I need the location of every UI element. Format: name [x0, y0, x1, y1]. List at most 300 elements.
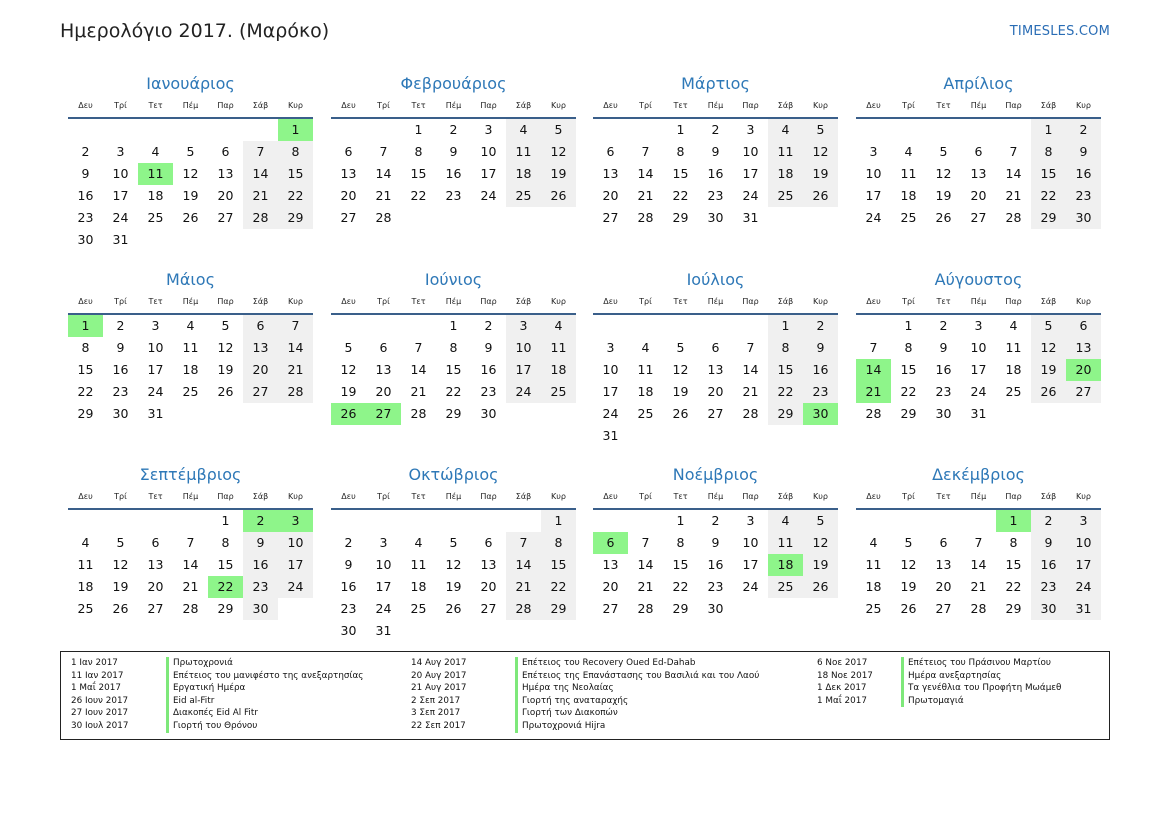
- day-cell: 27: [243, 381, 278, 403]
- day-cell: 22: [900, 384, 917, 399]
- day-cell: 31: [742, 210, 759, 225]
- day-cell: 28: [278, 381, 313, 403]
- day-cell: 8: [904, 340, 913, 355]
- day-cell: 18: [768, 554, 803, 576]
- month-block: [593, 269, 838, 447]
- week-row: [331, 207, 576, 229]
- weekday-label: Τρί: [377, 101, 390, 110]
- empty-day-cell: [436, 620, 471, 642]
- day-cell: 29: [672, 210, 689, 225]
- weekday-label: Πέμ: [182, 101, 199, 110]
- week-row: [68, 185, 313, 207]
- week-row: [68, 141, 313, 163]
- day-cell: 28: [182, 601, 199, 616]
- empty-day-cell: [891, 119, 926, 141]
- day-cell: 6: [221, 144, 230, 159]
- day-cell: 22: [1031, 185, 1066, 207]
- legend-column: [71, 657, 363, 733]
- day-cell: 19: [803, 554, 838, 576]
- empty-day-cell: [593, 510, 628, 532]
- day-cell: 29: [278, 207, 313, 229]
- holiday-name: Επέτειος του μανιφέστο της ανεξαρτησίας: [166, 670, 363, 683]
- empty-day-cell: [278, 403, 313, 425]
- weekday-label: Σάβ: [252, 492, 269, 501]
- empty-day-cell: [541, 403, 576, 425]
- day-cell: 23: [243, 576, 278, 598]
- day-cell: 14: [375, 166, 392, 181]
- day-cell: 23: [445, 188, 462, 203]
- day-cell: 28: [1005, 210, 1022, 225]
- month-block: [331, 73, 576, 229]
- week-row: [68, 598, 313, 620]
- weekday-label: Σάβ: [777, 297, 794, 306]
- day-cell: 31: [112, 232, 129, 247]
- day-cell: 15: [445, 362, 462, 377]
- weekday-label: Κυρ: [551, 492, 566, 501]
- day-cell: 18: [147, 188, 164, 203]
- month-name: Ιούλιος: [686, 270, 745, 289]
- day-cell: 5: [676, 340, 685, 355]
- day-cell: 7: [1009, 144, 1018, 159]
- weekday-label: Παρ: [480, 297, 497, 306]
- month-block: [856, 464, 1101, 620]
- month-name: Μάιος: [166, 270, 215, 289]
- weekday-label: Τετ: [936, 101, 951, 110]
- weekday-label: Δευ: [78, 492, 93, 501]
- month-name: Σεπτέμβριος: [139, 465, 242, 484]
- weekday-label: Δευ: [866, 492, 881, 501]
- day-cell: 3: [506, 315, 541, 337]
- day-cell: 13: [375, 362, 392, 377]
- day-cell: 18: [1005, 362, 1022, 377]
- day-cell: 7: [278, 315, 313, 337]
- day-cell: 4: [151, 144, 160, 159]
- day-cell: 27: [935, 601, 952, 616]
- day-cell: 23: [707, 579, 724, 594]
- empty-day-cell: [278, 229, 313, 251]
- weekday-header: [593, 99, 838, 119]
- legend-item: [71, 707, 363, 720]
- day-cell: 27: [480, 601, 497, 616]
- empty-day-cell: [401, 207, 436, 229]
- day-cell: 26: [331, 403, 366, 425]
- day-cell: 18: [541, 359, 576, 381]
- day-cell: 15: [217, 557, 234, 572]
- day-cell: 25: [768, 576, 803, 598]
- day-cell: 8: [1009, 535, 1018, 550]
- empty-day-cell: [961, 510, 996, 532]
- day-cell: 11: [637, 362, 654, 377]
- day-cell: 28: [375, 210, 392, 225]
- day-cell: 17: [112, 188, 129, 203]
- day-cell: 3: [1066, 510, 1101, 532]
- day-cell: 13: [340, 166, 357, 181]
- week-row: [68, 119, 313, 141]
- day-cell: 20: [340, 188, 357, 203]
- day-cell: 4: [186, 318, 195, 333]
- day-cell: 25: [77, 601, 94, 616]
- day-cell: 20: [602, 579, 619, 594]
- day-cell: 20: [935, 579, 952, 594]
- holiday-name: Εργατική Ημέρα: [166, 682, 245, 695]
- holiday-date: 22 Σεπ 2017: [411, 720, 466, 731]
- day-cell: 6: [344, 144, 353, 159]
- day-cell: 6: [974, 144, 983, 159]
- weekday-label: Τρί: [114, 492, 127, 501]
- day-cell: 8: [81, 340, 90, 355]
- holiday-name: Ημέρα ανεξαρτησίας: [901, 670, 1001, 683]
- empty-day-cell: [401, 510, 436, 532]
- week-row: [593, 141, 838, 163]
- day-cell: 10: [1066, 532, 1101, 554]
- month-name: Δεκέμβριος: [932, 465, 1025, 484]
- day-cell: 26: [803, 576, 838, 598]
- day-cell: 17: [278, 554, 313, 576]
- day-cell: 25: [410, 601, 427, 616]
- day-cell: 6: [243, 315, 278, 337]
- day-cell: 24: [742, 188, 759, 203]
- day-cell: 25: [541, 381, 576, 403]
- day-cell: 28: [742, 406, 759, 421]
- day-cell: 26: [445, 601, 462, 616]
- day-cell: 8: [278, 141, 313, 163]
- day-cell: 6: [939, 535, 948, 550]
- day-cell: 8: [221, 535, 230, 550]
- week-row: [331, 381, 576, 403]
- day-cell: 26: [182, 210, 199, 225]
- day-cell: 12: [182, 166, 199, 181]
- empty-day-cell: [593, 315, 628, 337]
- day-cell: 5: [221, 318, 230, 333]
- weekday-label: Παρ: [480, 492, 497, 501]
- week-row: [68, 381, 313, 403]
- day-cell: 6: [711, 340, 720, 355]
- weekday-label: Τετ: [148, 101, 163, 110]
- empty-day-cell: [698, 315, 733, 337]
- empty-day-cell: [331, 510, 366, 532]
- week-row: [856, 359, 1101, 381]
- day-cell: 1: [414, 122, 423, 137]
- weekday-header: [856, 295, 1101, 315]
- week-row: [593, 403, 838, 425]
- day-cell: 14: [856, 359, 891, 381]
- day-cell: 11: [1005, 340, 1022, 355]
- holiday-name: Γιορτή του Θρόνου: [166, 720, 257, 733]
- day-cell: 8: [768, 337, 803, 359]
- week-row: [68, 337, 313, 359]
- weekday-label: Πέμ: [445, 101, 462, 110]
- week-row: [856, 315, 1101, 337]
- day-cell: 27: [707, 406, 724, 421]
- day-cell: 17: [602, 384, 619, 399]
- day-cell: 2: [449, 122, 458, 137]
- day-cell: 28: [637, 210, 654, 225]
- day-cell: 13: [602, 557, 619, 572]
- empty-day-cell: [173, 510, 208, 532]
- day-cell: 11: [768, 532, 803, 554]
- weekday-label: Παρ: [742, 101, 759, 110]
- weekday-label: Πέμ: [707, 492, 724, 501]
- day-cell: 21: [506, 576, 541, 598]
- day-cell: 8: [1031, 141, 1066, 163]
- weekday-label: Κυρ: [1076, 297, 1091, 306]
- empty-day-cell: [68, 510, 103, 532]
- week-row: [68, 532, 313, 554]
- day-cell: 16: [1031, 554, 1066, 576]
- weekday-header: [68, 99, 313, 119]
- day-cell: 11: [541, 337, 576, 359]
- legend-item: [71, 682, 363, 695]
- day-cell: 15: [541, 554, 576, 576]
- day-cell: 20: [243, 359, 278, 381]
- weekday-label: Σάβ: [1040, 101, 1057, 110]
- week-row: [593, 315, 838, 337]
- day-cell: 13: [707, 362, 724, 377]
- week-row: [331, 620, 576, 642]
- day-cell: 11: [506, 141, 541, 163]
- legend-item: [411, 720, 759, 733]
- day-cell: 28: [637, 601, 654, 616]
- weekday-label: Τετ: [148, 297, 163, 306]
- weekday-label: Πέμ: [970, 297, 987, 306]
- weekday-label: Τρί: [377, 492, 390, 501]
- weekday-label: Σάβ: [515, 492, 532, 501]
- week-row: [856, 119, 1101, 141]
- day-cell: 1: [996, 510, 1031, 532]
- week-row: [593, 425, 838, 447]
- month-name: Νοέμβριος: [672, 465, 759, 484]
- day-cell: 10: [970, 340, 987, 355]
- day-cell: 23: [112, 384, 129, 399]
- weekday-header: [331, 295, 576, 315]
- day-cell: 2: [711, 122, 720, 137]
- day-cell: 25: [768, 185, 803, 207]
- weekday-label: Σάβ: [1040, 297, 1057, 306]
- day-cell: 12: [1031, 337, 1066, 359]
- day-cell: 13: [217, 166, 234, 181]
- day-cell: 16: [707, 557, 724, 572]
- weekday-label: Πέμ: [182, 297, 199, 306]
- week-row: [593, 576, 838, 598]
- day-cell: 11: [138, 163, 173, 185]
- weekday-label: Τρί: [114, 297, 127, 306]
- day-cell: 27: [217, 210, 234, 225]
- weekday-label: Τρί: [902, 101, 915, 110]
- day-cell: 15: [410, 166, 427, 181]
- day-cell: 19: [112, 579, 129, 594]
- empty-day-cell: [138, 510, 173, 532]
- day-cell: 7: [641, 144, 650, 159]
- empty-day-cell: [103, 510, 138, 532]
- day-cell: 25: [1005, 384, 1022, 399]
- day-cell: 1: [221, 513, 230, 528]
- day-cell: 14: [1005, 166, 1022, 181]
- holiday-date: 14 Αυγ 2017: [411, 658, 467, 668]
- empty-day-cell: [733, 425, 768, 447]
- day-cell: 7: [641, 535, 650, 550]
- day-cell: 7: [974, 535, 983, 550]
- day-cell: 21: [243, 185, 278, 207]
- holiday-name: Επέτειος του Πράσινου Μαρτίου: [901, 657, 1051, 670]
- day-cell: 21: [182, 579, 199, 594]
- day-cell: 16: [707, 166, 724, 181]
- empty-day-cell: [856, 315, 891, 337]
- day-cell: 5: [904, 535, 913, 550]
- week-row: [593, 381, 838, 403]
- legend-item: [411, 657, 759, 670]
- weekday-label: Τετ: [411, 101, 426, 110]
- empty-day-cell: [401, 620, 436, 642]
- holiday-date: 30 Ιουλ 2017: [71, 720, 129, 731]
- day-cell: 9: [803, 337, 838, 359]
- week-row: [68, 510, 313, 532]
- empty-day-cell: [506, 403, 541, 425]
- day-cell: 16: [935, 362, 952, 377]
- day-cell: 31: [1066, 598, 1101, 620]
- weekday-label: Παρ: [1005, 101, 1022, 110]
- empty-day-cell: [401, 315, 436, 337]
- day-cell: 26: [217, 384, 234, 399]
- empty-day-cell: [593, 119, 628, 141]
- day-cell: 27: [602, 601, 619, 616]
- empty-day-cell: [471, 510, 506, 532]
- empty-day-cell: [628, 510, 663, 532]
- day-cell: 30: [480, 406, 497, 421]
- weekday-label: Παρ: [217, 101, 234, 110]
- day-cell: 24: [970, 384, 987, 399]
- day-cell: 12: [900, 557, 917, 572]
- weekday-label: Τετ: [148, 492, 163, 501]
- day-cell: 10: [278, 532, 313, 554]
- weekday-label: Τετ: [936, 492, 951, 501]
- day-cell: 21: [970, 579, 987, 594]
- day-cell: 31: [147, 406, 164, 421]
- holiday-date: 2 Σεπ 2017: [411, 695, 461, 706]
- day-cell: 19: [803, 163, 838, 185]
- legend-item: [71, 657, 363, 670]
- month-block: [593, 464, 838, 620]
- day-cell: 20: [217, 188, 234, 203]
- day-cell: 19: [541, 163, 576, 185]
- week-row: [593, 185, 838, 207]
- day-cell: 20: [602, 188, 619, 203]
- weekday-header: [331, 99, 576, 119]
- week-row: [68, 576, 313, 598]
- weekday-label: Κυρ: [551, 297, 566, 306]
- weekday-label: Παρ: [742, 297, 759, 306]
- day-cell: 30: [1031, 598, 1066, 620]
- legend-column: [411, 657, 759, 733]
- day-cell: 23: [77, 210, 94, 225]
- empty-day-cell: [856, 119, 891, 141]
- holiday-date: 1 Δεκ 2017: [817, 683, 867, 694]
- week-row: [331, 337, 576, 359]
- holiday-legend: [60, 651, 1110, 740]
- site-link[interactable]: TIMESLES.COM: [1009, 24, 1110, 39]
- empty-day-cell: [628, 315, 663, 337]
- day-cell: 12: [340, 362, 357, 377]
- day-cell: 15: [768, 359, 803, 381]
- week-row: [593, 554, 838, 576]
- empty-day-cell: [663, 425, 698, 447]
- month-block: [68, 73, 313, 251]
- holiday-name: Γιορτή των Διακοπών: [515, 707, 618, 720]
- day-cell: 27: [1066, 381, 1101, 403]
- day-cell: 7: [414, 340, 423, 355]
- day-cell: 28: [970, 601, 987, 616]
- day-cell: 25: [506, 185, 541, 207]
- day-cell: 3: [116, 144, 125, 159]
- day-cell: 13: [480, 557, 497, 572]
- empty-day-cell: [208, 119, 243, 141]
- day-cell: 1: [449, 318, 458, 333]
- day-cell: 15: [77, 362, 94, 377]
- day-cell: 26: [935, 210, 952, 225]
- empty-day-cell: [471, 620, 506, 642]
- week-row: [593, 119, 838, 141]
- day-cell: 5: [939, 144, 948, 159]
- day-cell: 3: [869, 144, 878, 159]
- day-cell: 11: [77, 557, 94, 572]
- day-cell: 9: [1031, 532, 1066, 554]
- day-cell: 3: [746, 513, 755, 528]
- legend-item: [817, 682, 1061, 695]
- month-block: [593, 73, 838, 229]
- week-row: [856, 185, 1101, 207]
- day-cell: 20: [970, 188, 987, 203]
- day-cell: 9: [344, 557, 353, 572]
- week-row: [331, 554, 576, 576]
- day-cell: 11: [410, 557, 427, 572]
- day-cell: 29: [768, 403, 803, 425]
- holiday-date: 20 Αυγ 2017: [411, 670, 467, 681]
- day-cell: 10: [742, 144, 759, 159]
- weekday-label: Δευ: [341, 492, 356, 501]
- day-cell: 18: [637, 384, 654, 399]
- day-cell: 2: [939, 318, 948, 333]
- weekday-header: [68, 490, 313, 510]
- empty-day-cell: [926, 119, 961, 141]
- day-cell: 30: [707, 601, 724, 616]
- week-row: [331, 532, 576, 554]
- holiday-date: 1 Μαΐ 2017: [817, 695, 867, 706]
- weekday-label: Παρ: [1005, 297, 1022, 306]
- empty-day-cell: [768, 425, 803, 447]
- week-row: [331, 185, 576, 207]
- weekday-header: [593, 295, 838, 315]
- day-cell: 18: [182, 362, 199, 377]
- week-row: [856, 510, 1101, 532]
- legend-item: [817, 670, 1061, 683]
- weekday-label: Παρ: [1005, 492, 1022, 501]
- day-cell: 4: [904, 144, 913, 159]
- day-cell: 24: [375, 601, 392, 616]
- weekday-label: Κυρ: [813, 297, 828, 306]
- day-cell: 14: [243, 163, 278, 185]
- day-cell: 11: [900, 166, 917, 181]
- legend-item: [411, 707, 759, 720]
- week-row: [856, 598, 1101, 620]
- day-cell: 18: [410, 579, 427, 594]
- day-cell: 10: [602, 362, 619, 377]
- empty-day-cell: [173, 119, 208, 141]
- holiday-name: Πρωτομαγιά: [901, 695, 964, 708]
- weekday-label: Σάβ: [252, 297, 269, 306]
- week-row: [856, 381, 1101, 403]
- day-cell: 1: [676, 513, 685, 528]
- day-cell: 11: [865, 557, 882, 572]
- weekday-label: Σάβ: [515, 297, 532, 306]
